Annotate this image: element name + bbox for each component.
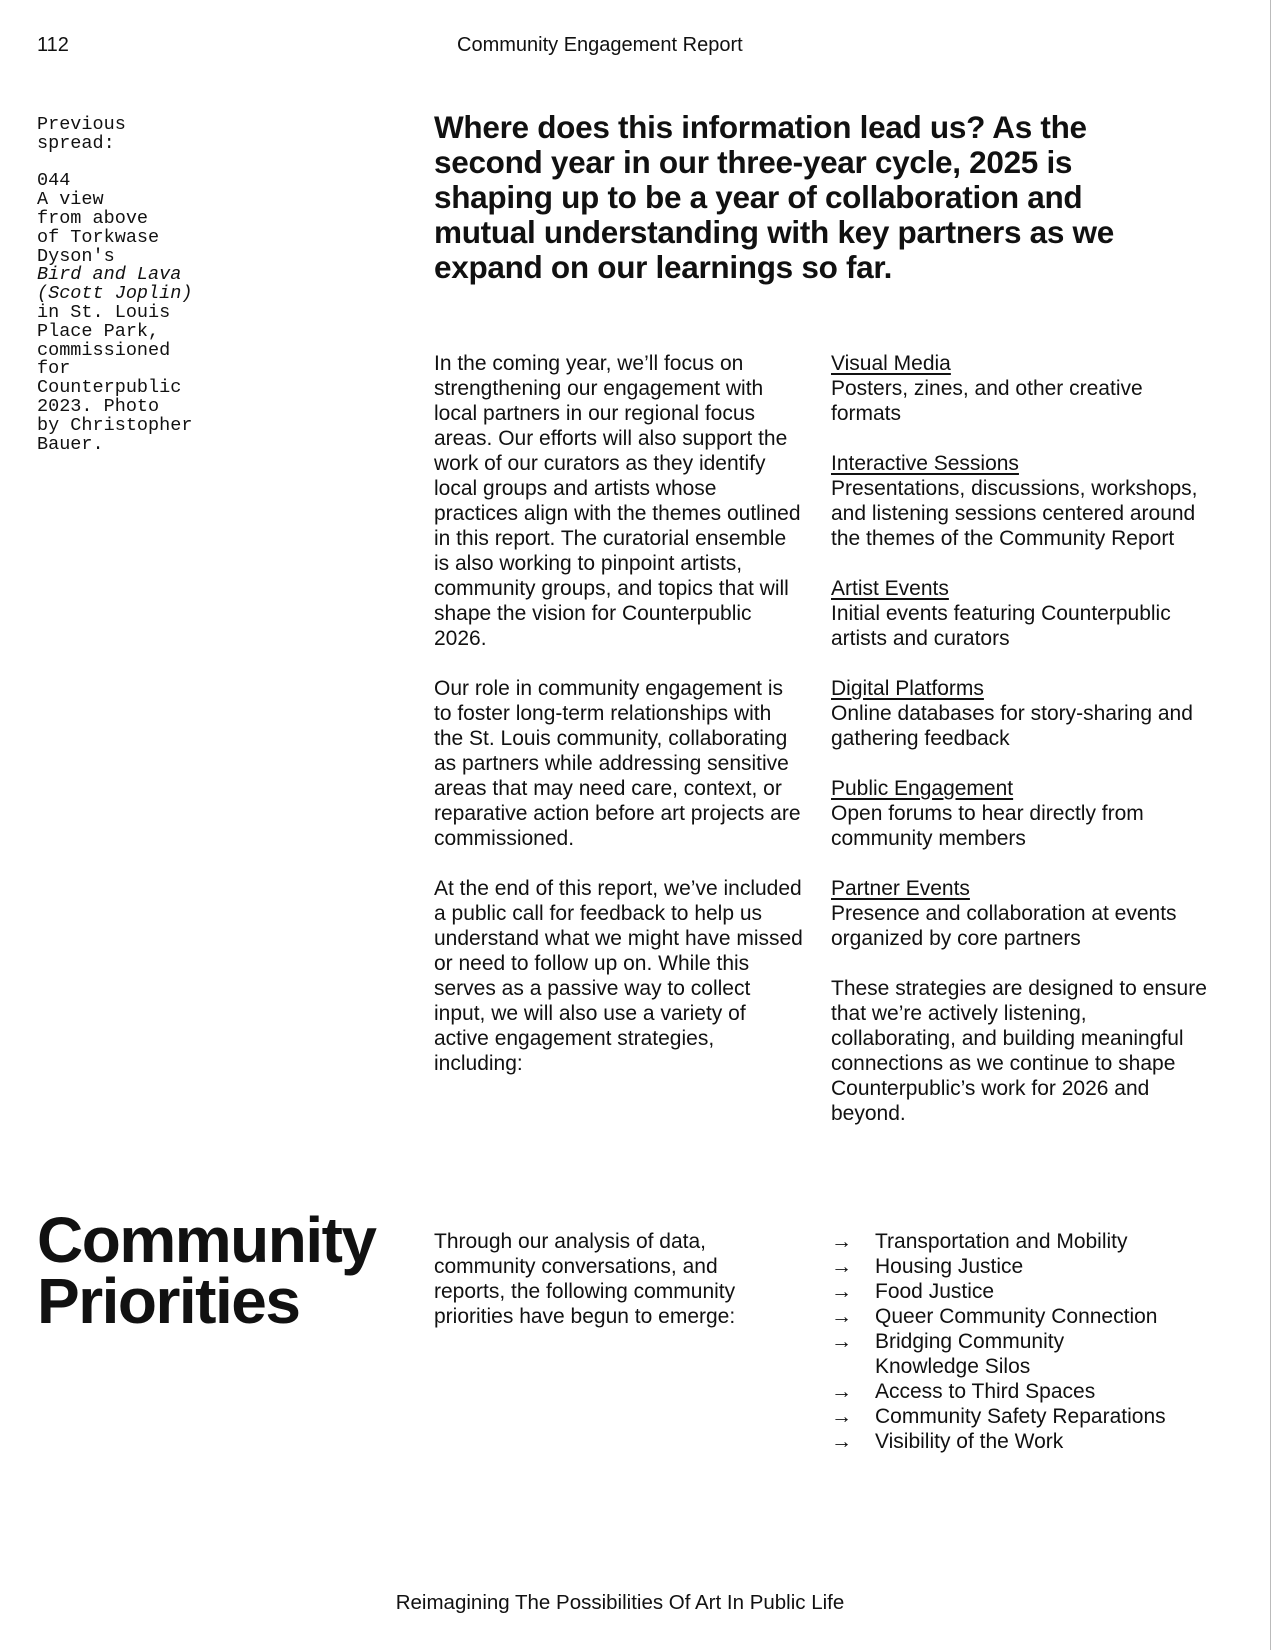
- priority-label: Access to Third Spaces: [875, 1380, 1096, 1403]
- priorities-list: [831, 1229, 1231, 1454]
- lede-heading: Where does this information lead us? As the second year in our three-year cycle, 2025 is shaping up to be a year of collaboration and mutual understanding with key partners as we expand on our learnings so far.: [434, 109, 1114, 285]
- body-paragraph: Our role in community engagement is to foster long-term relationships with the St. Louis community, collaborating as partners while addressing sensitive areas that may need care, context, or reparative action before art projects are commissioned.: [434, 677, 801, 850]
- strategies-column: [831, 351, 1211, 1151]
- strategy-title: Artist Events: [831, 577, 949, 600]
- arrow-right-icon: →: [831, 1405, 852, 1428]
- running-footer: Reimagining The Possibilities Of Art In Public Life: [395, 1591, 845, 1614]
- strategy-item: [831, 876, 1211, 951]
- strategy-title: Interactive Sessions: [831, 452, 1019, 475]
- strategy-description: Open forums to hear directly from community members: [831, 802, 1144, 850]
- priority-item: [831, 1404, 1231, 1429]
- strategy-title: Visual Media: [831, 352, 951, 375]
- strategy-item: [831, 776, 1211, 851]
- body-paragraph: At the end of this report, we’ve included a public call for feedback to help us understand what we might have missed or need to follow up on. While this serves as a passive way to collect input, we will also use a variety of active engagement strategies, including:: [434, 877, 803, 1075]
- arrow-right-icon: →: [831, 1280, 852, 1303]
- arrow-right-icon: →: [831, 1330, 852, 1353]
- arrow-right-icon: →: [831, 1380, 852, 1403]
- photo-caption: [37, 116, 237, 454]
- caption-artwork-title: Bird and Lava (Scott Joplin): [37, 264, 193, 305]
- arrow-right-icon: →: [831, 1255, 852, 1278]
- strategy-description: Presence and collaboration at events organized by core partners: [831, 902, 1177, 950]
- priority-item: [831, 1229, 1231, 1254]
- caption-body: [37, 172, 237, 454]
- arrow-right-icon: →: [831, 1430, 852, 1453]
- arrow-right-icon: →: [831, 1305, 852, 1328]
- priority-item: [831, 1329, 1231, 1379]
- strategy-description: Initial events featuring Counterpublic artists and curators: [831, 602, 1171, 650]
- priority-item: [831, 1254, 1231, 1279]
- caption-number: 044: [37, 170, 71, 192]
- section-title-line: Community: [37, 1204, 376, 1276]
- priority-item: [831, 1279, 1231, 1304]
- strategies-conclusion: These strategies are designed to ensure that we’re actively listening, collaborating, and building meaningful connections as we continue to shape Counterpublic’s work for 2026 and beyond.: [831, 977, 1207, 1125]
- arrow-right-icon: →: [831, 1230, 852, 1253]
- priority-item: [831, 1304, 1231, 1329]
- caption-text-after: in St. Louis Place Park, commissioned for Counterpublic 2023. Photo by Christopher Bauer.: [37, 301, 193, 455]
- strategy-item: [831, 676, 1211, 751]
- priority-label: Housing Justice: [875, 1255, 1024, 1278]
- page-edge-rule: [1270, 0, 1271, 1650]
- strategy-description: Presentations, discussions, workshops, and listening sessions centered around the themes of the Community Report: [831, 477, 1198, 550]
- section-title-line: Priorities: [37, 1265, 300, 1337]
- section-title: [37, 1204, 397, 1337]
- strategy-title: Digital Platforms: [831, 677, 984, 700]
- strategy-item: [831, 576, 1211, 651]
- priority-label: Queer Community Connection: [875, 1305, 1158, 1328]
- strategy-item: [831, 351, 1211, 426]
- strategy-description: Online databases for story-sharing and gathering feedback: [831, 702, 1193, 750]
- priority-label: Food Justice: [875, 1280, 995, 1303]
- priority-label: Community Safety Reparations: [875, 1405, 1166, 1428]
- priority-label: Bridging Community Knowledge Silos: [875, 1330, 1065, 1378]
- strategy-title: Public Engagement: [831, 777, 1014, 800]
- priority-item: [831, 1429, 1231, 1454]
- priorities-intro: Through our analysis of data, community conversations, and reports, the following community priorities have begun to emerge:: [434, 1230, 736, 1328]
- priority-label: Visibility of the Work: [875, 1430, 1064, 1453]
- running-header: Community Engagement Report: [457, 34, 743, 56]
- caption-label: Previous spread:: [37, 114, 126, 154]
- priority-label: Transportation and Mobility: [875, 1230, 1128, 1253]
- strategy-item: [831, 451, 1211, 551]
- priority-item: [831, 1379, 1231, 1404]
- body-paragraph: In the coming year, we’ll focus on strengthening our engagement with local partners in our regional focus areas. Our efforts will also support the work of our curators as they identify local groups and artists whose practices align with the themes outlined in this report. The curatorial ensemble is also working to pinpoint artists, community groups, and topics that will shape the vision for Counterpublic 2026.: [434, 352, 801, 650]
- strategy-title: Partner Events: [831, 877, 970, 900]
- page-number: 112: [37, 34, 69, 56]
- caption-text-before: A view from above of Torkwase Dyson's: [37, 189, 160, 267]
- strategy-description: Posters, zines, and other creative formats: [831, 377, 1143, 425]
- body-column: [434, 351, 806, 1101]
